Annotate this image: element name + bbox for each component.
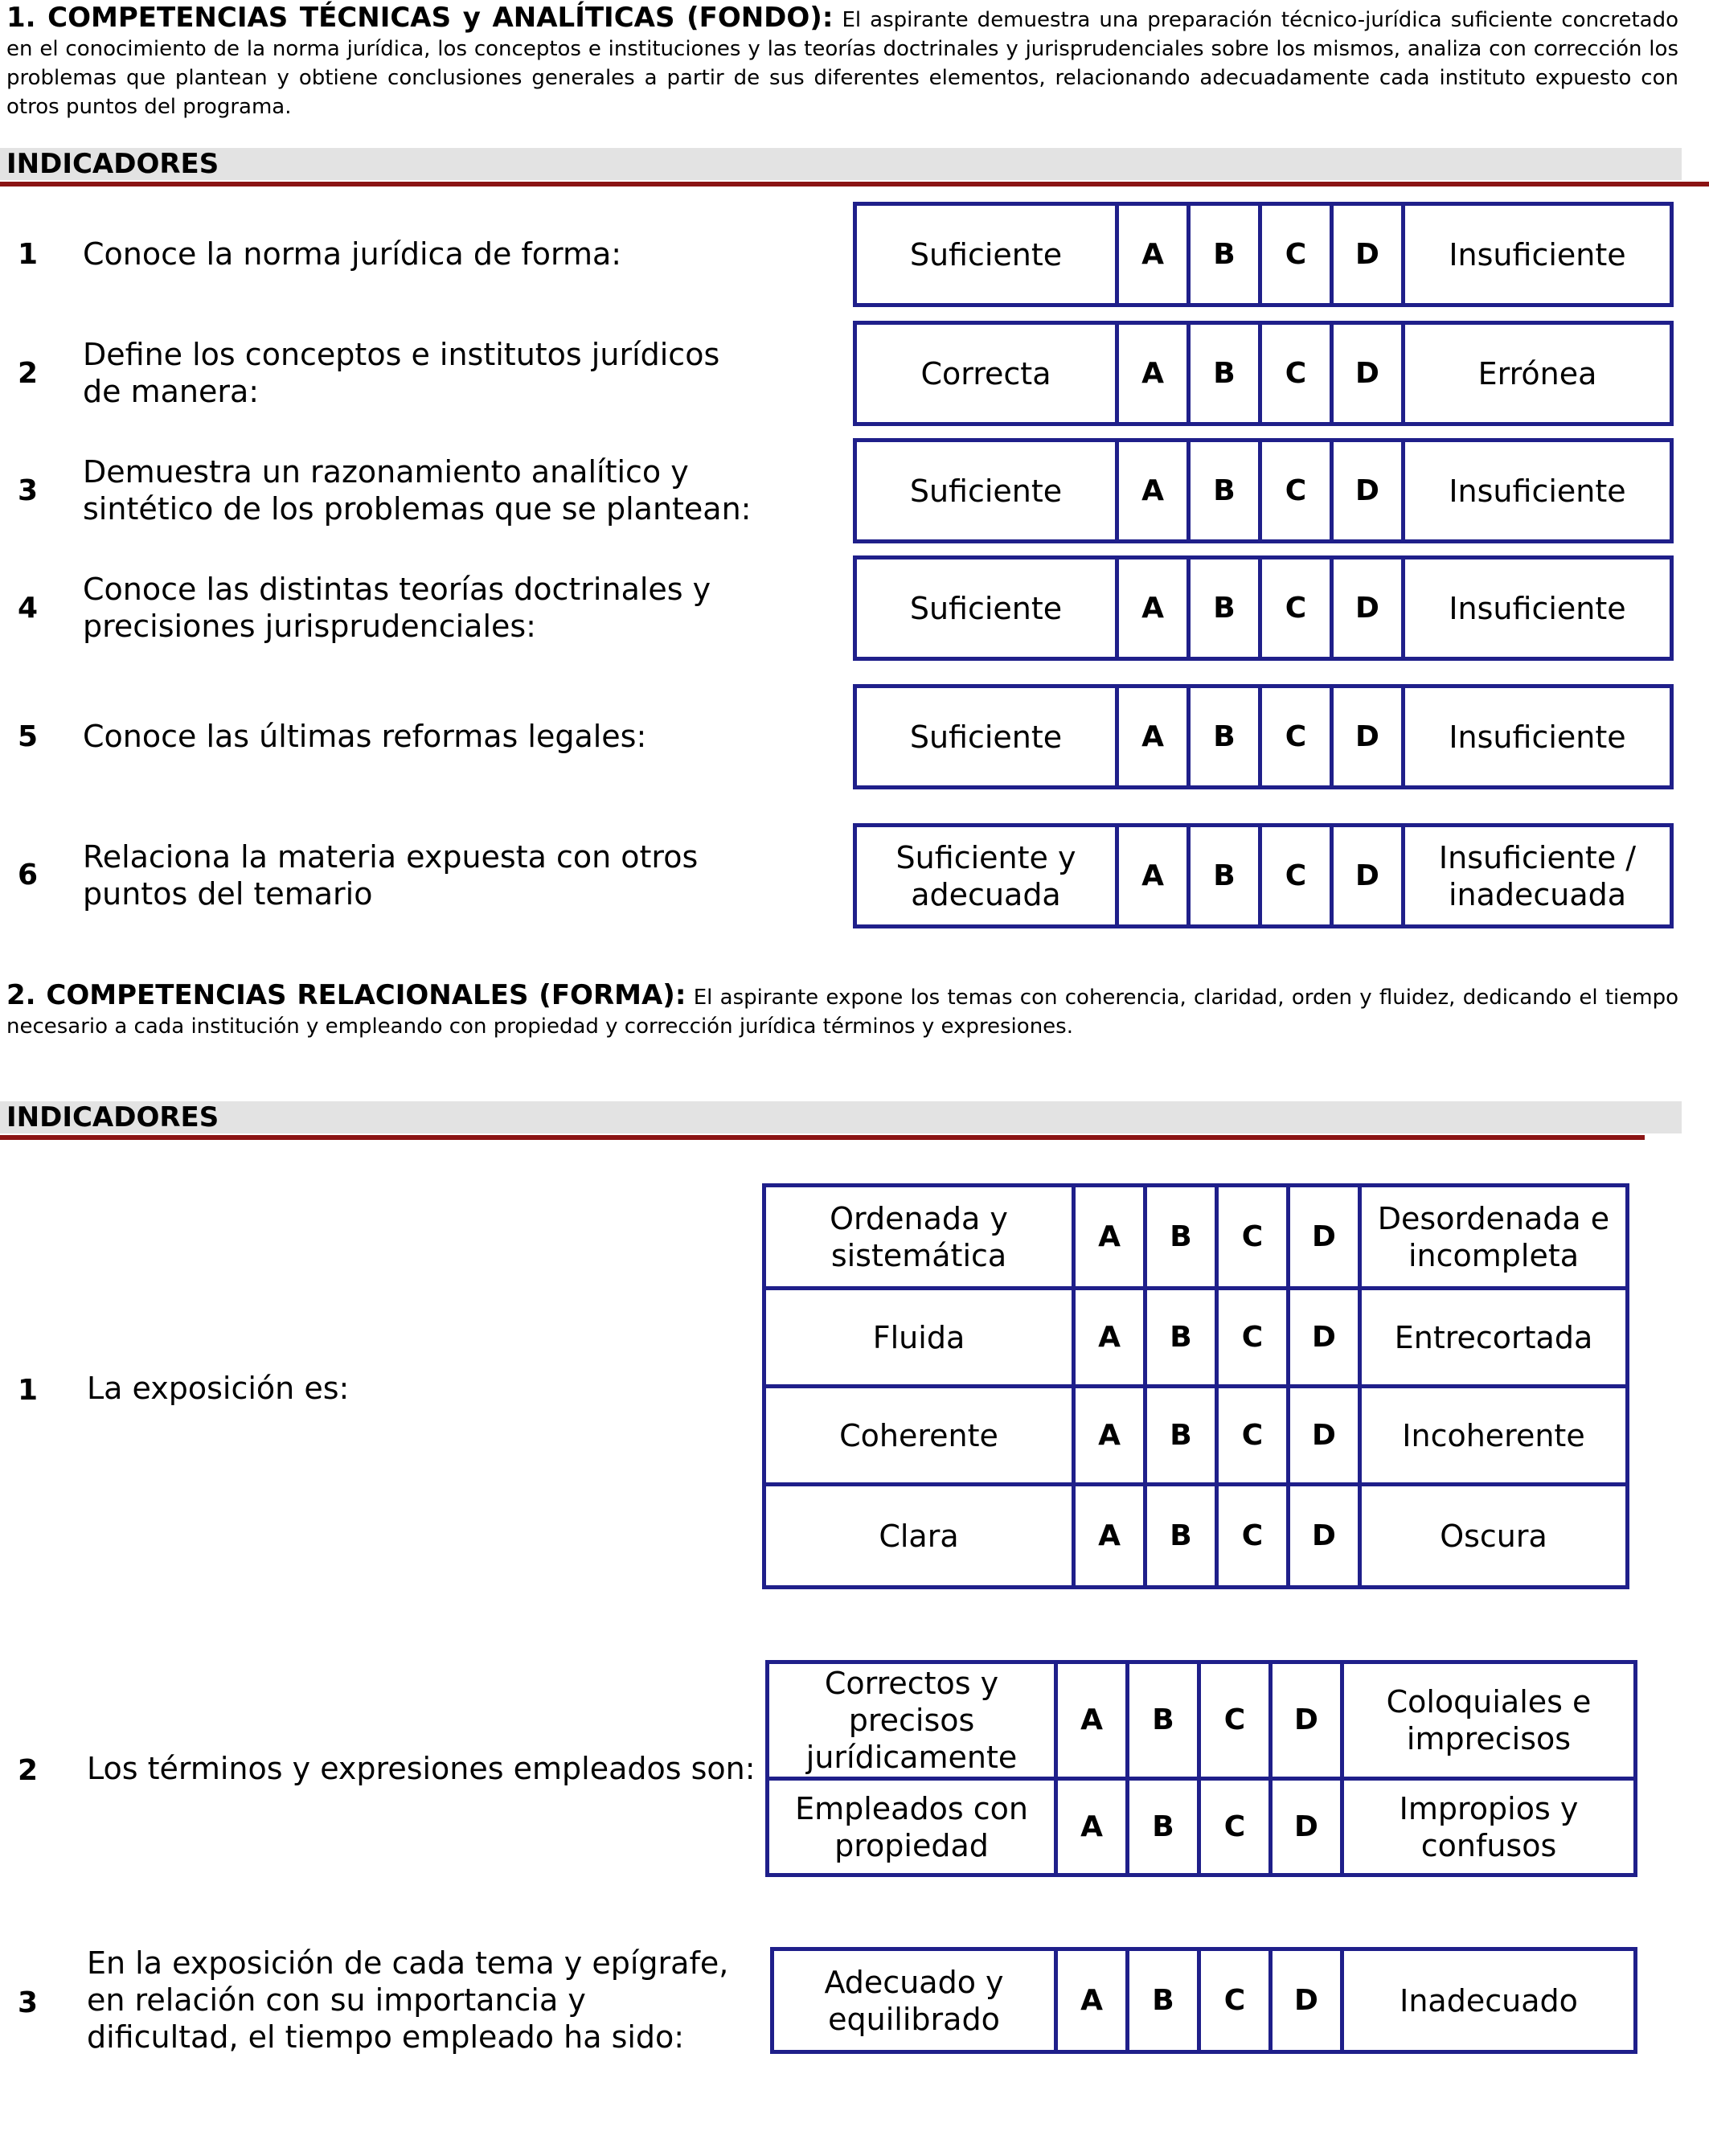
s1-item-number: 6 (18, 859, 39, 892)
grade-c-option[interactable]: C (1199, 1662, 1271, 1779)
grade-a-option[interactable]: A (1117, 826, 1189, 927)
grade-a-option[interactable]: A (1074, 1485, 1145, 1588)
positive-descriptor: Clara (764, 1485, 1074, 1588)
negative-descriptor: Insuficiente (1404, 687, 1672, 788)
s2-item-number: 2 (18, 1754, 39, 1787)
grade-c-option[interactable]: C (1260, 826, 1332, 927)
section2-description: El aspirante expone los temas con coherencia, claridad, orden y fluidez, dedicando el tiempo necesario a cada institución y empleando con propiedad y corrección jurídica términos y expresiones. (6, 986, 1678, 1039)
negative-descriptor: Errónea (1404, 323, 1672, 424)
s1-item-question: Conoce las distintas teorías doctrinales y precisiones jurisprudenciales: (83, 572, 711, 644)
s1-item-number: 1 (18, 238, 39, 271)
grade-c-option[interactable]: C (1260, 441, 1332, 542)
grade-b-option[interactable]: B (1145, 1289, 1217, 1387)
grade-c-option[interactable]: C (1217, 1186, 1289, 1289)
grade-b-option[interactable]: B (1189, 204, 1260, 305)
grade-b-option[interactable]: B (1128, 1779, 1199, 1875)
grade-d-option[interactable]: D (1332, 204, 1404, 305)
grade-c-option[interactable]: C (1199, 1779, 1271, 1875)
negative-descriptor: Incoherente (1360, 1387, 1628, 1485)
grade-a-option[interactable]: A (1056, 1949, 1128, 2052)
grade-b-option[interactable]: B (1145, 1387, 1217, 1485)
grade-a-option[interactable]: A (1117, 687, 1189, 788)
grade-b-option[interactable]: B (1189, 323, 1260, 424)
negative-descriptor: Entrecortada (1360, 1289, 1628, 1387)
s1-item-number: 3 (18, 474, 39, 507)
grade-b-option[interactable]: B (1145, 1485, 1217, 1588)
negative-descriptor: Oscura (1360, 1485, 1628, 1588)
positive-descriptor: Empleados con propiedad (768, 1779, 1056, 1875)
negative-descriptor: Inadecuado (1342, 1949, 1636, 2052)
grade-c-option[interactable]: C (1260, 204, 1332, 305)
grade-d-option[interactable]: D (1332, 687, 1404, 788)
section1-intro (6, 3, 1678, 121)
s1-rating-scale (853, 555, 1674, 661)
s1-rating-scale (853, 823, 1674, 928)
s1-item-question: Demuestra un razonamiento analítico y sintético de los problemas que se plantean: (83, 454, 752, 527)
section1-description: El aspirante demuestra una preparación técnico-jurídica suficiente concretado en el conocimiento de la norma jurídica, los conceptos e instituciones y las teorías doctrinales y jurisprudenciales sobre los mismos, analiza con corrección los problemas que plantean y obtiene conclusiones generales a partir de sus diferentes elementos, relacionando adecuadamente cada instituto expuesto con otros puntos del programa. (6, 8, 1678, 119)
s1-item-question: Relaciona la materia expuesta con otros puntos del temario (83, 839, 699, 912)
positive-descriptor: Ordenada y sistemática (764, 1186, 1074, 1289)
grade-a-option[interactable]: A (1074, 1387, 1145, 1485)
grade-d-option[interactable]: D (1289, 1289, 1360, 1387)
grade-c-option[interactable]: C (1217, 1485, 1289, 1588)
s2-terms-rating-scale (765, 1660, 1637, 1877)
grade-d-option[interactable]: D (1332, 826, 1404, 927)
grade-d-option[interactable]: D (1332, 323, 1404, 424)
s1-item-number: 5 (18, 720, 39, 753)
grade-c-option[interactable]: C (1260, 558, 1332, 659)
grade-d-option[interactable]: D (1332, 441, 1404, 542)
section2-indicators-label: INDICADORES (6, 1101, 219, 1133)
grade-c-option[interactable]: C (1217, 1289, 1289, 1387)
positive-descriptor: Suficiente (855, 687, 1117, 788)
negative-descriptor: Insuficiente (1404, 441, 1672, 542)
s1-rating-scale (853, 202, 1674, 307)
s2-time-rating-scale (770, 1947, 1637, 2054)
positive-descriptor: Correctos y precisos jurídicamente (768, 1662, 1056, 1779)
grade-c-option[interactable]: C (1199, 1949, 1271, 2052)
s1-item-number: 4 (18, 592, 39, 625)
section2-title: 2. COMPETENCIAS RELACIONALES (FORMA): (6, 979, 686, 1011)
grade-c-option[interactable]: C (1260, 323, 1332, 424)
negative-descriptor: Insuficiente (1404, 204, 1672, 305)
s1-item-question: Define los conceptos e institutos jurídicos de manera: (83, 337, 720, 409)
grade-c-option[interactable]: C (1217, 1387, 1289, 1485)
grade-a-option[interactable]: A (1117, 558, 1189, 659)
s1-rating-scale (853, 438, 1674, 543)
s1-rating-scale (853, 684, 1674, 789)
section1-title: 1. COMPETENCIAS TÉCNICAS y ANALÍTICAS (FONDO): (6, 2, 834, 34)
positive-descriptor: Suficiente (855, 441, 1117, 542)
grade-d-option[interactable]: D (1289, 1485, 1360, 1588)
section1-indicators-bar (0, 148, 1682, 180)
negative-descriptor: Insuficiente (1404, 558, 1672, 659)
grade-d-option[interactable]: D (1271, 1949, 1342, 2052)
negative-descriptor: Desordenada e incompleta (1360, 1186, 1628, 1289)
grade-a-option[interactable]: A (1056, 1662, 1128, 1779)
grade-a-option[interactable]: A (1074, 1289, 1145, 1387)
grade-b-option[interactable]: B (1189, 687, 1260, 788)
section1-indicators-label: INDICADORES (6, 148, 219, 180)
s2-item-number: 3 (18, 1986, 39, 2019)
section2-indicators-rule (0, 1135, 1645, 1140)
grade-d-option[interactable]: D (1271, 1662, 1342, 1779)
s2-item-question: La exposición es: (87, 1371, 350, 1406)
positive-descriptor: Suficiente (855, 204, 1117, 305)
grade-b-option[interactable]: B (1145, 1186, 1217, 1289)
grade-a-option[interactable]: A (1117, 441, 1189, 542)
positive-descriptor: Adecuado y equilibrado (773, 1949, 1056, 2052)
s1-rating-scale (853, 321, 1674, 426)
grade-d-option[interactable]: D (1332, 558, 1404, 659)
grade-c-option[interactable]: C (1260, 687, 1332, 788)
s2-item-question: En la exposición de cada tema y epígrafe, en relación con su importancia y dificultad, el tiempo empleado ha sido: (87, 1945, 729, 2055)
grade-a-option[interactable]: A (1056, 1779, 1128, 1875)
grade-a-option[interactable]: A (1117, 323, 1189, 424)
grade-b-option[interactable]: B (1189, 441, 1260, 542)
negative-descriptor: Insuficiente / inadecuada (1404, 826, 1672, 927)
s2-item-question: Los términos y expresiones empleados son: (87, 1751, 756, 1786)
section1-indicators-rule (0, 182, 1709, 186)
grade-b-option[interactable]: B (1189, 558, 1260, 659)
negative-descriptor: Coloquiales e imprecisos (1342, 1662, 1636, 1779)
positive-descriptor: Correcta (855, 323, 1117, 424)
grade-d-option[interactable]: D (1271, 1779, 1342, 1875)
s1-item-number: 2 (18, 357, 39, 390)
positive-descriptor: Suficiente y adecuada (855, 826, 1117, 927)
grade-d-option[interactable]: D (1289, 1387, 1360, 1485)
grade-b-option[interactable]: B (1128, 1949, 1199, 2052)
grade-d-option[interactable]: D (1289, 1186, 1360, 1289)
section2-intro (6, 981, 1678, 1041)
s2-exposition-rating-scale (762, 1183, 1629, 1589)
section2-indicators-bar (0, 1101, 1682, 1133)
grade-a-option[interactable]: A (1074, 1186, 1145, 1289)
s1-item-question: Conoce las últimas reformas legales: (83, 719, 647, 754)
positive-descriptor: Coherente (764, 1387, 1074, 1485)
grade-b-option[interactable]: B (1128, 1662, 1199, 1779)
negative-descriptor: Impropios y confusos (1342, 1779, 1636, 1875)
positive-descriptor: Fluida (764, 1289, 1074, 1387)
grade-a-option[interactable]: A (1117, 204, 1189, 305)
s2-item-number: 1 (18, 1374, 39, 1407)
s1-item-question: Conoce la norma jurídica de forma: (83, 236, 622, 272)
positive-descriptor: Suficiente (855, 558, 1117, 659)
grade-b-option[interactable]: B (1189, 826, 1260, 927)
